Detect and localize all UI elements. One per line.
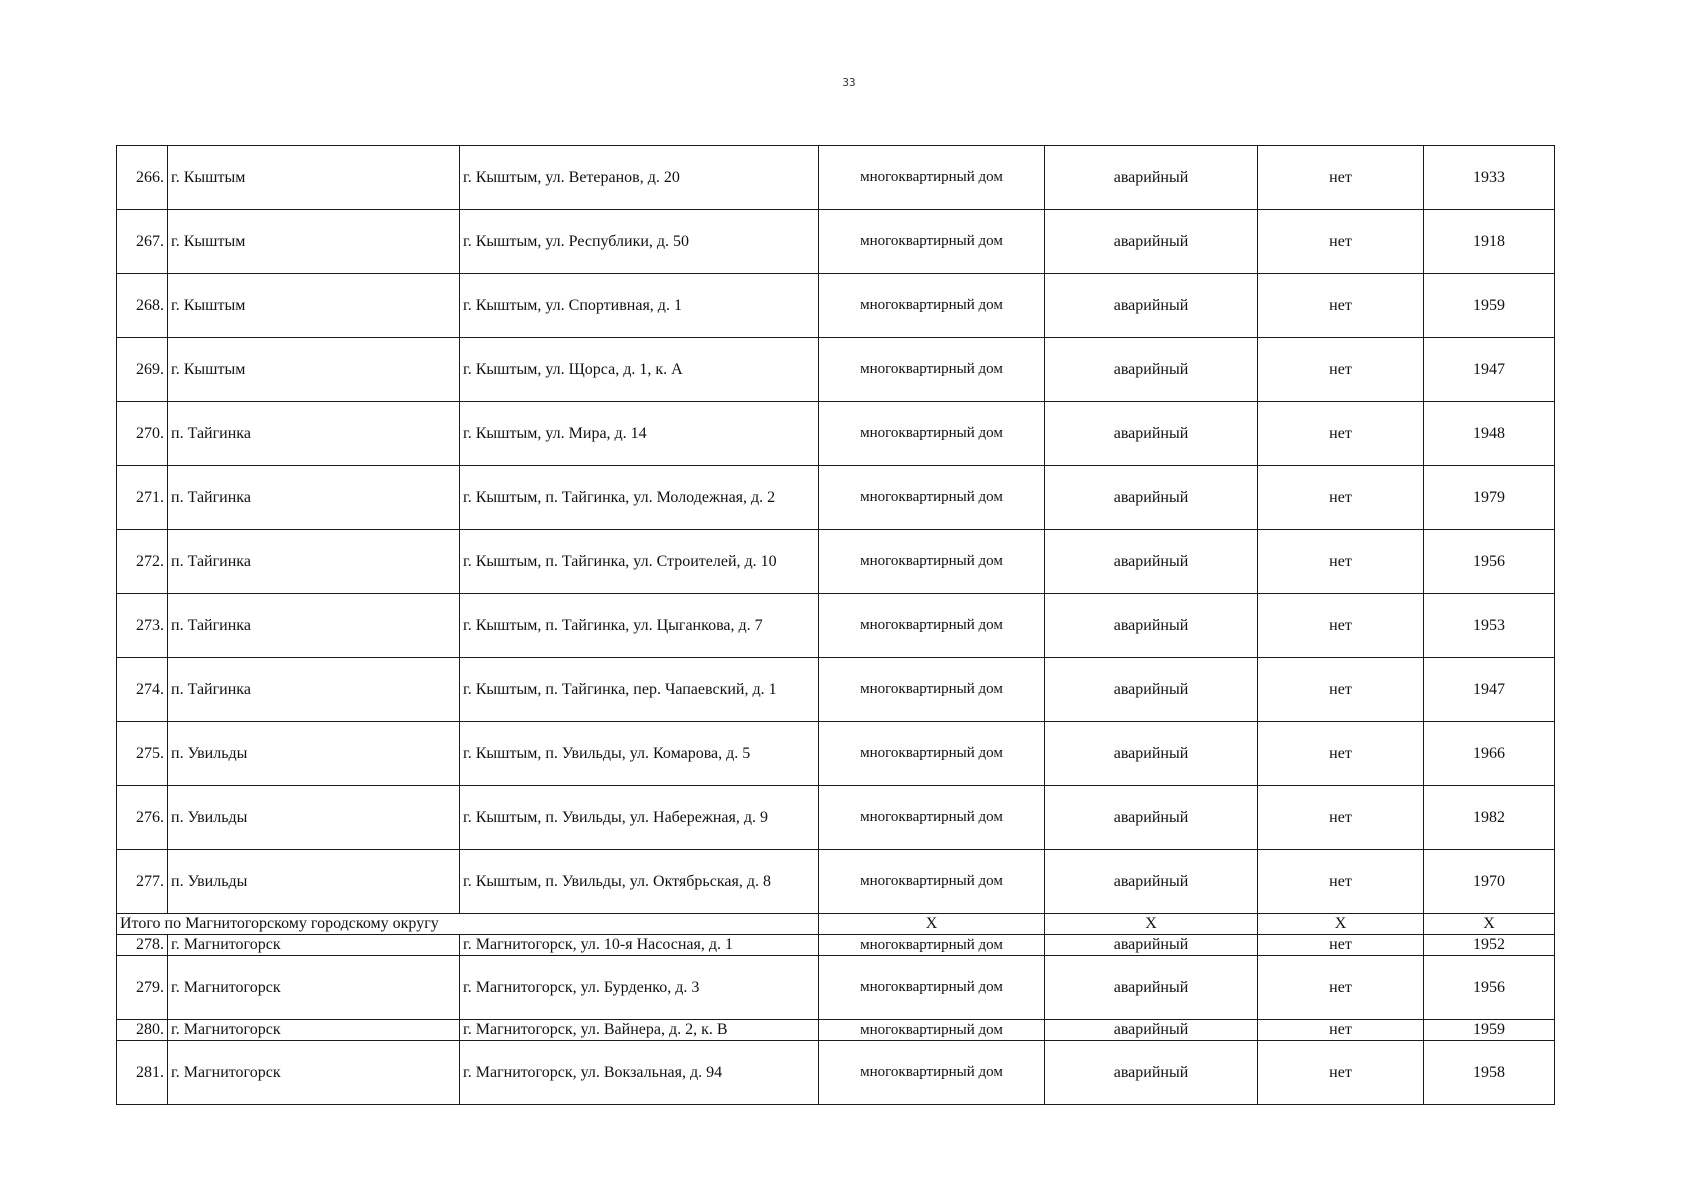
table-row: [117, 274, 1555, 338]
building-type-cell: многоквартирный дом: [819, 402, 1045, 466]
row-number: 279.: [117, 956, 168, 1020]
address-cell: г. Кыштым, п. Тайгинка, ул. Цыганкова, д. 7: [460, 594, 819, 658]
building-type-cell: многоквартирный дом: [819, 210, 1045, 274]
address-cell: г. Кыштым, п. Увильды, ул. Набережная, д. 9: [460, 786, 819, 850]
year-cell: 1933: [1424, 146, 1555, 210]
address-cell: г. Кыштым, п. Тайгинка, ул. Строителей, д. 10: [460, 530, 819, 594]
condition-cell: аварийный: [1045, 935, 1258, 956]
locality-cell: п. Тайгинка: [168, 402, 460, 466]
building-type-cell: многоквартирный дом: [819, 956, 1045, 1020]
condition-cell: аварийный: [1045, 850, 1258, 914]
row-number: 277.: [117, 850, 168, 914]
year-cell: 1948: [1424, 402, 1555, 466]
flag-cell: нет: [1258, 850, 1424, 914]
building-type-cell: многоквартирный дом: [819, 1041, 1045, 1105]
table-row: [117, 658, 1555, 722]
year-cell: 1952: [1424, 935, 1555, 956]
building-type-cell: многоквартирный дом: [819, 658, 1045, 722]
building-type-cell: многоквартирный дом: [819, 594, 1045, 658]
page-number: 33: [842, 76, 856, 89]
year-cell: 1956: [1424, 530, 1555, 594]
row-number: 280.: [117, 1020, 168, 1041]
year-cell: 1959: [1424, 274, 1555, 338]
year-cell: 1958: [1424, 1041, 1555, 1105]
housing-registry-table: [116, 145, 1555, 1105]
condition-cell: аварийный: [1045, 722, 1258, 786]
address-cell: г. Магнитогорск, ул. 10-я Насосная, д. 1: [460, 935, 819, 956]
address-cell: г. Магнитогорск, ул. Вокзальная, д. 94: [460, 1041, 819, 1105]
address-cell: г. Кыштым, п. Увильды, ул. Комарова, д. 5: [460, 722, 819, 786]
locality-cell: п. Тайгинка: [168, 594, 460, 658]
row-number: 269.: [117, 338, 168, 402]
flag-cell: нет: [1258, 1041, 1424, 1105]
condition-cell: аварийный: [1045, 146, 1258, 210]
year-cell: 1966: [1424, 722, 1555, 786]
flag-cell: нет: [1258, 1020, 1424, 1041]
address-cell: г. Магнитогорск, ул. Вайнера, д. 2, к. В: [460, 1020, 819, 1041]
building-type-cell: многоквартирный дом: [819, 146, 1045, 210]
flag-cell: нет: [1258, 956, 1424, 1020]
address-cell: г. Кыштым, ул. Щорса, д. 1, к. А: [460, 338, 819, 402]
locality-cell: г. Магнитогорск: [168, 956, 460, 1020]
condition-cell: аварийный: [1045, 466, 1258, 530]
table-row: [117, 786, 1555, 850]
flag-cell: нет: [1258, 786, 1424, 850]
flag-cell: нет: [1258, 722, 1424, 786]
total-flag-cell: Х: [1258, 914, 1424, 935]
row-number: 273.: [117, 594, 168, 658]
flag-cell: нет: [1258, 338, 1424, 402]
row-number: 270.: [117, 402, 168, 466]
table-row: [117, 850, 1555, 914]
table-row: [117, 466, 1555, 530]
table-row: [117, 935, 1555, 956]
condition-cell: аварийный: [1045, 1041, 1258, 1105]
locality-cell: п. Увильды: [168, 722, 460, 786]
locality-cell: п. Увильды: [168, 850, 460, 914]
year-cell: 1959: [1424, 1020, 1555, 1041]
flag-cell: нет: [1258, 146, 1424, 210]
flag-cell: нет: [1258, 594, 1424, 658]
condition-cell: аварийный: [1045, 658, 1258, 722]
year-cell: 1947: [1424, 338, 1555, 402]
locality-cell: г. Кыштым: [168, 210, 460, 274]
year-cell: 1982: [1424, 786, 1555, 850]
condition-cell: аварийный: [1045, 530, 1258, 594]
row-number: 266.: [117, 146, 168, 210]
condition-cell: аварийный: [1045, 786, 1258, 850]
address-cell: г. Кыштым, ул. Республики, д. 50: [460, 210, 819, 274]
table-row: [117, 1020, 1555, 1041]
table-row: [117, 146, 1555, 210]
building-type-cell: многоквартирный дом: [819, 530, 1045, 594]
year-cell: 1956: [1424, 956, 1555, 1020]
address-cell: г. Кыштым, п. Увильды, ул. Октябрьская, д. 8: [460, 850, 819, 914]
year-cell: 1918: [1424, 210, 1555, 274]
locality-cell: г. Кыштым: [168, 338, 460, 402]
building-type-cell: многоквартирный дом: [819, 1020, 1045, 1041]
row-number: 268.: [117, 274, 168, 338]
total-label: Итого по Магнитогорскому городскому округу: [117, 914, 819, 935]
condition-cell: аварийный: [1045, 338, 1258, 402]
flag-cell: нет: [1258, 210, 1424, 274]
flag-cell: нет: [1258, 530, 1424, 594]
flag-cell: нет: [1258, 466, 1424, 530]
total-condition-cell: Х: [1045, 914, 1258, 935]
total-year-cell: Х: [1424, 914, 1555, 935]
building-type-cell: многоквартирный дом: [819, 786, 1045, 850]
building-type-cell: многоквартирный дом: [819, 722, 1045, 786]
building-type-cell: многоквартирный дом: [819, 850, 1045, 914]
year-cell: 1947: [1424, 658, 1555, 722]
address-cell: г. Кыштым, ул. Ветеранов, д. 20: [460, 146, 819, 210]
total-row: [117, 914, 1555, 935]
locality-cell: г. Кыштым: [168, 146, 460, 210]
table-row: [117, 1041, 1555, 1105]
year-cell: 1953: [1424, 594, 1555, 658]
table-row: [117, 210, 1555, 274]
total-type-cell: Х: [819, 914, 1045, 935]
building-type-cell: многоквартирный дом: [819, 466, 1045, 530]
locality-cell: г. Магнитогорск: [168, 935, 460, 956]
locality-cell: п. Тайгинка: [168, 466, 460, 530]
row-number: 274.: [117, 658, 168, 722]
condition-cell: аварийный: [1045, 274, 1258, 338]
locality-cell: г. Магнитогорск: [168, 1020, 460, 1041]
locality-cell: п. Увильды: [168, 786, 460, 850]
table-row: [117, 594, 1555, 658]
row-number: 267.: [117, 210, 168, 274]
table-row: [117, 722, 1555, 786]
building-type-cell: многоквартирный дом: [819, 935, 1045, 956]
flag-cell: нет: [1258, 274, 1424, 338]
locality-cell: г. Кыштым: [168, 274, 460, 338]
address-cell: г. Кыштым, п. Тайгинка, ул. Молодежная, д. 2: [460, 466, 819, 530]
building-type-cell: многоквартирный дом: [819, 274, 1045, 338]
address-cell: г. Магнитогорск, ул. Бурденко, д. 3: [460, 956, 819, 1020]
flag-cell: нет: [1258, 658, 1424, 722]
row-number: 276.: [117, 786, 168, 850]
flag-cell: нет: [1258, 935, 1424, 956]
table-row: [117, 402, 1555, 466]
address-cell: г. Кыштым, ул. Спортивная, д. 1: [460, 274, 819, 338]
row-number: 272.: [117, 530, 168, 594]
table-row: [117, 530, 1555, 594]
condition-cell: аварийный: [1045, 594, 1258, 658]
table-row: [117, 338, 1555, 402]
building-type-cell: многоквартирный дом: [819, 338, 1045, 402]
locality-cell: п. Тайгинка: [168, 530, 460, 594]
year-cell: 1979: [1424, 466, 1555, 530]
condition-cell: аварийный: [1045, 210, 1258, 274]
year-cell: 1970: [1424, 850, 1555, 914]
flag-cell: нет: [1258, 402, 1424, 466]
locality-cell: п. Тайгинка: [168, 658, 460, 722]
row-number: 271.: [117, 466, 168, 530]
row-number: 281.: [117, 1041, 168, 1105]
row-number: 275.: [117, 722, 168, 786]
address-cell: г. Кыштым, п. Тайгинка, пер. Чапаевский, д. 1: [460, 658, 819, 722]
row-number: 278.: [117, 935, 168, 956]
condition-cell: аварийный: [1045, 1020, 1258, 1041]
locality-cell: г. Магнитогорск: [168, 1041, 460, 1105]
condition-cell: аварийный: [1045, 956, 1258, 1020]
condition-cell: аварийный: [1045, 402, 1258, 466]
address-cell: г. Кыштым, ул. Мира, д. 14: [460, 402, 819, 466]
table-row: [117, 956, 1555, 1020]
